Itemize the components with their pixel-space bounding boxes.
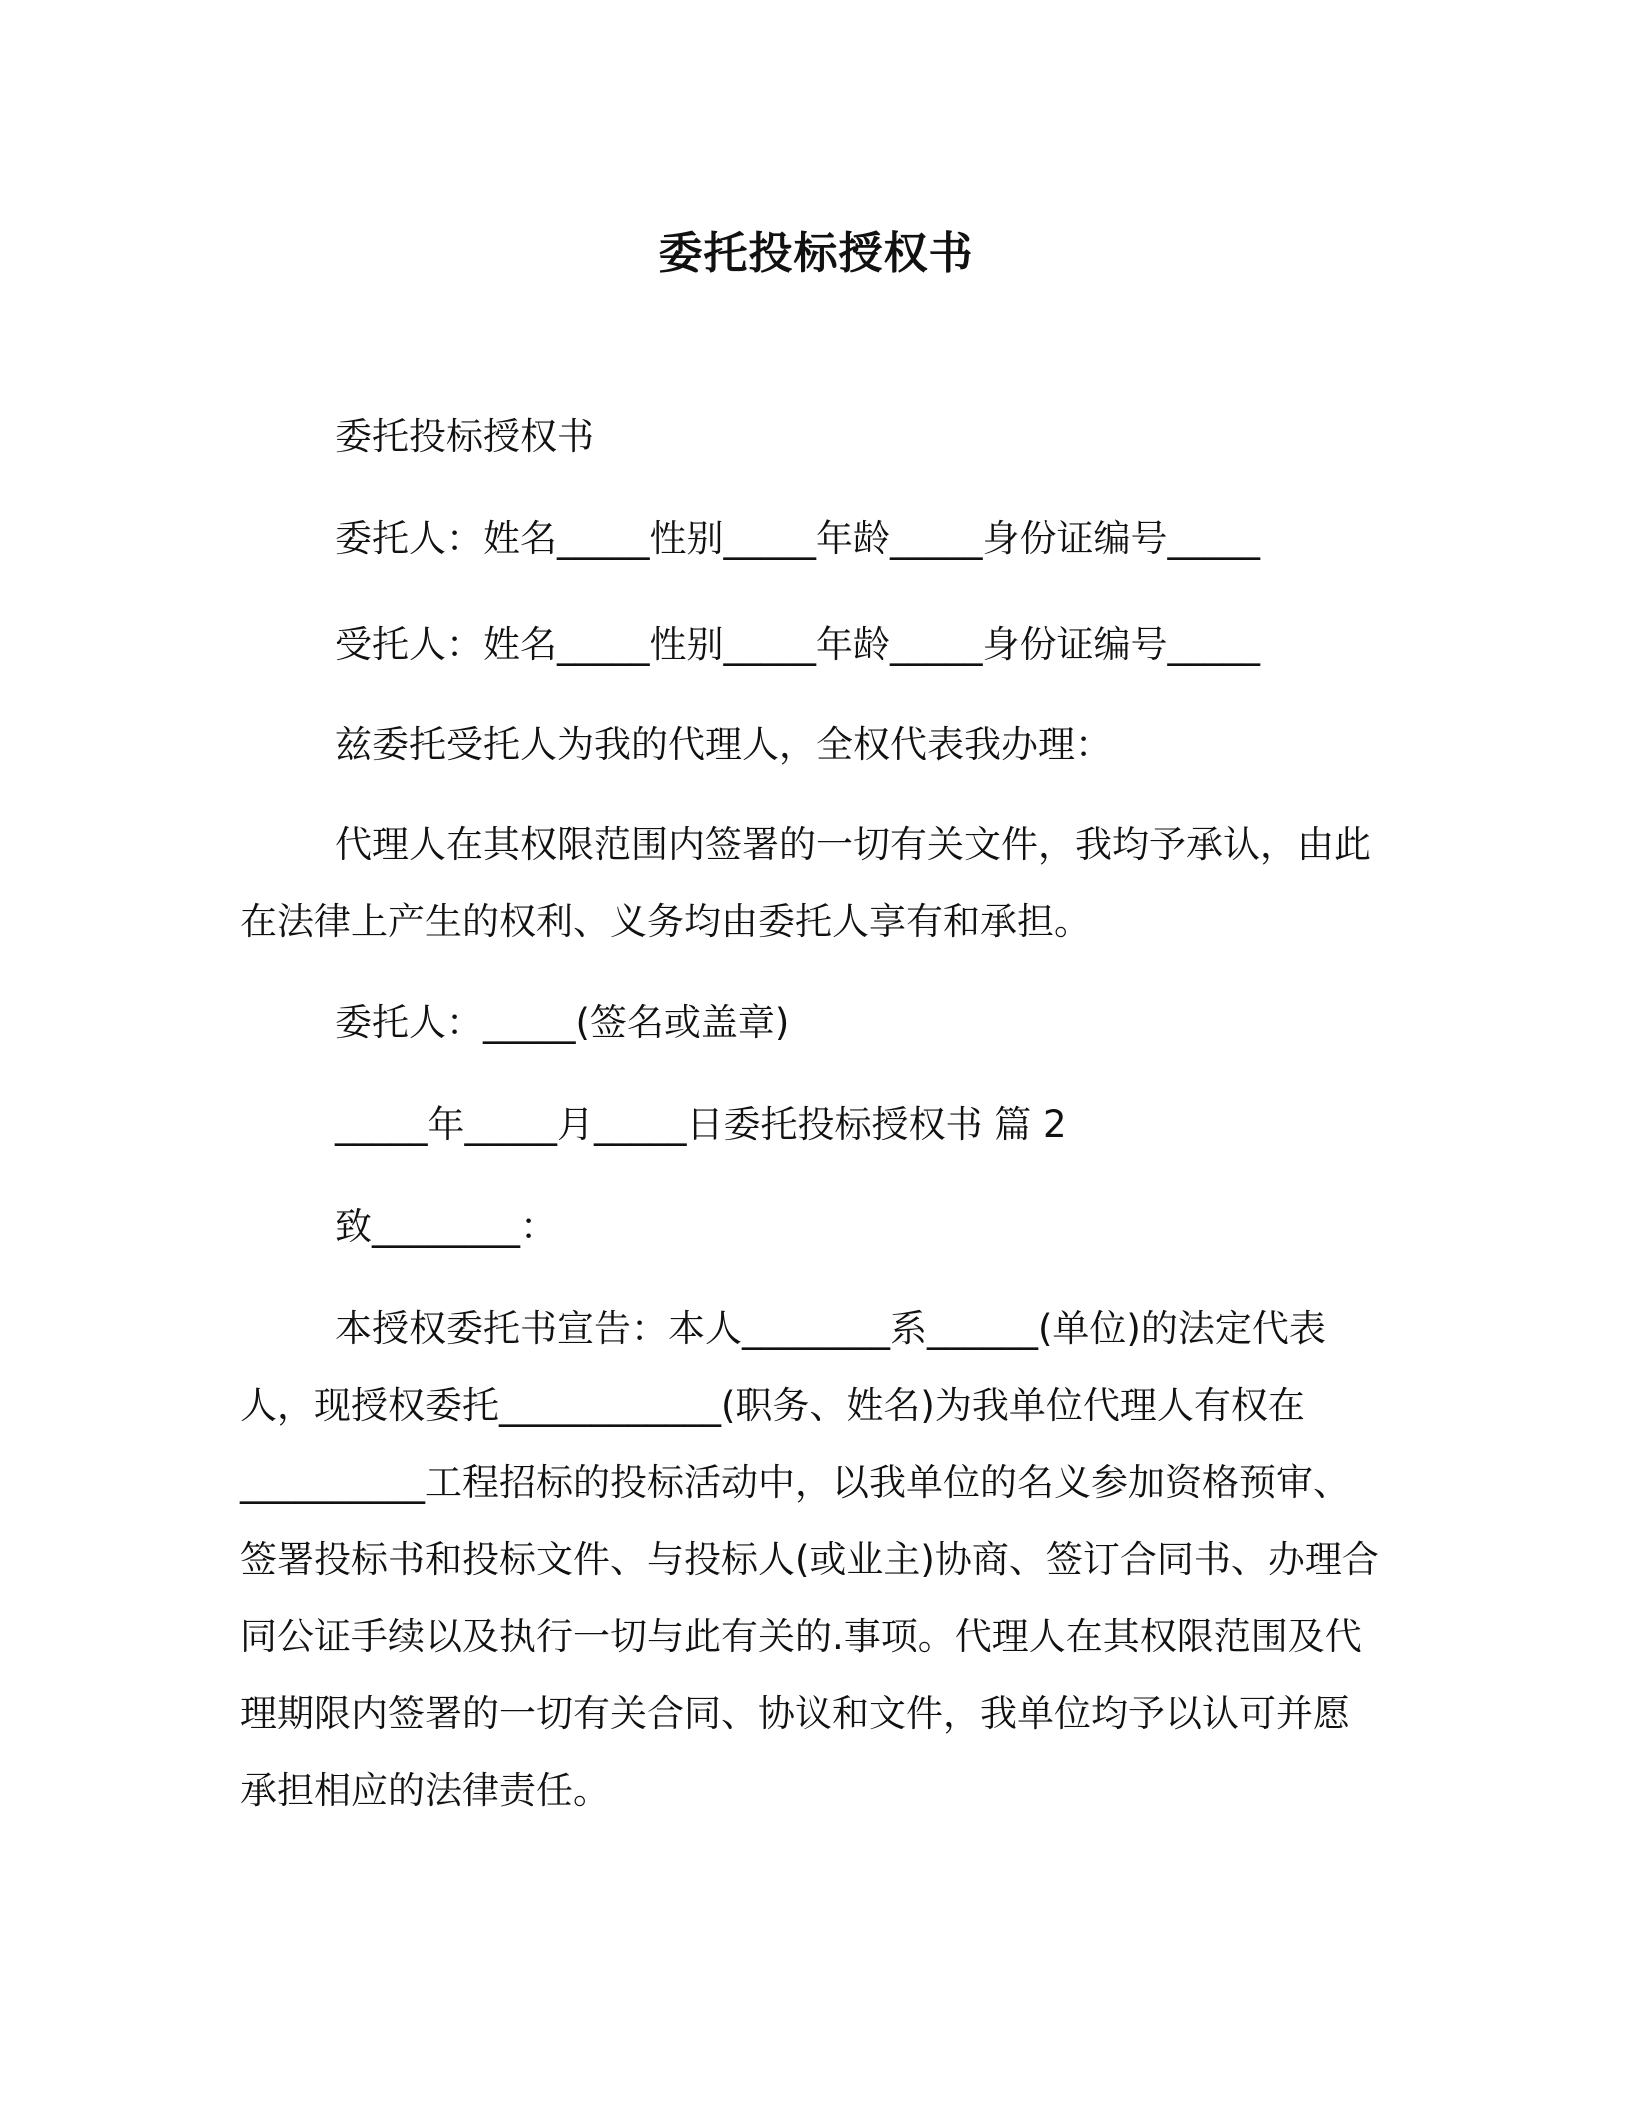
- scope-paragraph: [240, 806, 1380, 960]
- paragraph-line: __________工程招标的投标活动中，以我单位的名义参加资格预审、: [240, 1461, 1350, 1504]
- paragraph-line: 代理人在其权限范围内签署的一切有关文件，我均予承认，由此: [335, 823, 1371, 866]
- paragraph-line: 签署投标书和投标文件、与投标人(或业主)协商、签订合同书、办理合: [240, 1538, 1379, 1581]
- agent-info-line: 受托人：姓名_____性别_____年龄_____身份证编号_____: [335, 623, 1260, 666]
- principal-info-line: 委托人：姓名_____性别_____年龄_____身份证编号_____: [335, 517, 1260, 560]
- declaration-paragraph: [240, 1290, 1380, 1829]
- date-line: _____年_____月_____日委托投标授权书 篇 2: [335, 1103, 1067, 1146]
- paragraph-line: 本授权委托书宣告：本人________系______(单位)的法定代表: [335, 1307, 1326, 1350]
- paragraph-line: 人，现授权委托____________(职务、姓名)为我单位代理人有权在: [240, 1384, 1305, 1427]
- document-title: 委托投标授权书: [658, 228, 974, 279]
- paragraph-line: 理期限内签署的一切有关合同、协议和文件，我单位均予以认可并愿: [240, 1692, 1350, 1735]
- paragraph-line: 同公证手续以及执行一切与此有关的.事项。代理人在其权限范围及代: [240, 1615, 1362, 1658]
- addressee-line: 致________：: [335, 1205, 557, 1248]
- appointment-statement: 兹委托受托人为我的代理人，全权代表我办理：: [335, 723, 1112, 766]
- paragraph-line: 承担相应的法律责任。: [240, 1769, 610, 1812]
- principal-signature-line: 委托人：_____(签名或盖章): [335, 1001, 790, 1044]
- paragraph-line: 在法律上产生的权利、义务均由委托人享有和承担。: [240, 900, 1091, 943]
- subtitle: 委托投标授权书: [335, 415, 594, 458]
